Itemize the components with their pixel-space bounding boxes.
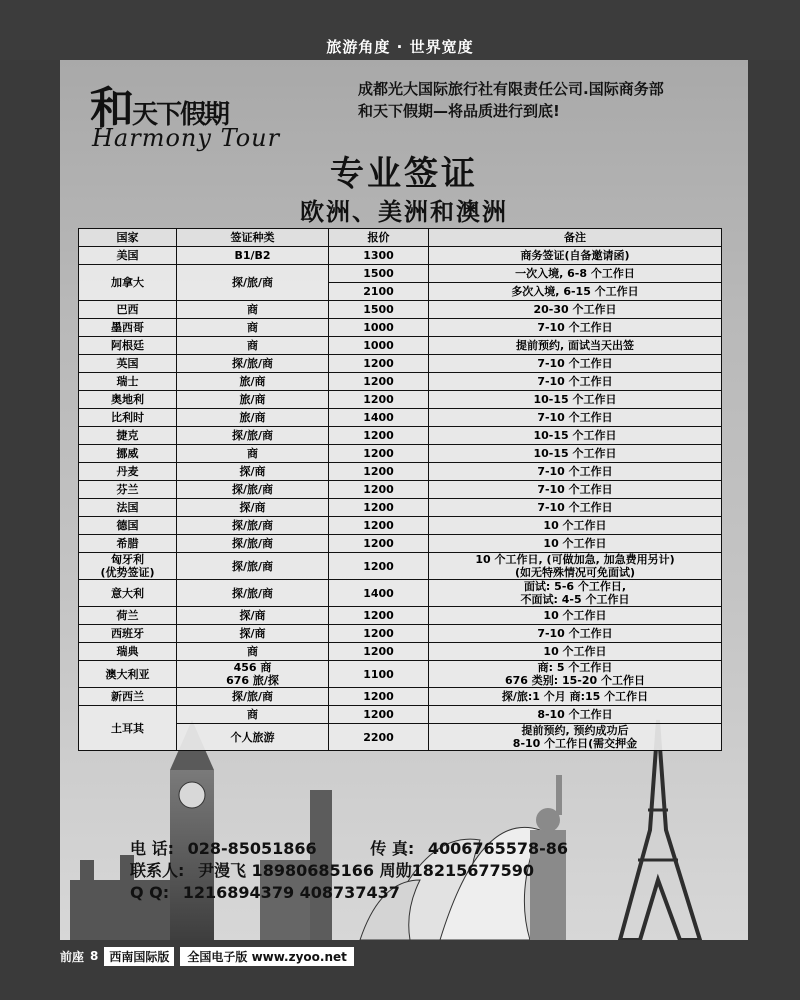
table-row bbox=[79, 706, 722, 724]
table-row bbox=[79, 643, 722, 661]
page-subtitle: 欧洲、美洲和澳洲 bbox=[300, 198, 508, 226]
table-row bbox=[79, 265, 722, 283]
table-row bbox=[79, 517, 722, 535]
cell-visa-type: 旅/商 bbox=[177, 409, 329, 427]
cell-visa-type: 探/旅/商 bbox=[177, 481, 329, 499]
cell-visa-type: 商 bbox=[177, 706, 329, 724]
footer-site: 全国电子版 www.zyoo.net bbox=[180, 947, 354, 966]
cell-note: 提前预约, 预约成功后 8-10 个工作日(需交押金 bbox=[429, 724, 722, 751]
cell-visa-type: B1/B2 bbox=[177, 247, 329, 265]
phone-label: 电 话: bbox=[130, 839, 174, 858]
cell-note: 10 个工作日 bbox=[429, 607, 722, 625]
table-row bbox=[79, 373, 722, 391]
table-row bbox=[79, 319, 722, 337]
cell-country: 荷兰 bbox=[79, 607, 177, 625]
cell-note: 7-10 个工作日 bbox=[429, 319, 722, 337]
cell-price: 1100 bbox=[329, 661, 429, 688]
phone-number: 028-85051866 bbox=[187, 839, 317, 858]
cell-price: 1200 bbox=[329, 391, 429, 409]
person-label: 联系人: bbox=[130, 861, 185, 880]
contact-qq-row bbox=[130, 882, 730, 904]
cell-country: 墨西哥 bbox=[79, 319, 177, 337]
cell-price: 1200 bbox=[329, 373, 429, 391]
table-row bbox=[79, 463, 722, 481]
cell-visa-type: 商 bbox=[177, 337, 329, 355]
cell-visa-type: 456 商 676 旅/探 bbox=[177, 661, 329, 688]
cell-visa-type: 探/旅/商 bbox=[177, 688, 329, 706]
cell-price: 1500 bbox=[329, 301, 429, 319]
table-row bbox=[79, 625, 722, 643]
cell-country: 土耳其 bbox=[79, 706, 177, 751]
table-row bbox=[79, 661, 722, 688]
table-row bbox=[79, 535, 722, 553]
cell-price: 1200 bbox=[329, 481, 429, 499]
cell-visa-type: 探/商 bbox=[177, 463, 329, 481]
cell-visa-type: 探/旅/商 bbox=[177, 580, 329, 607]
cell-price: 1200 bbox=[329, 517, 429, 535]
table-row bbox=[79, 247, 722, 265]
cell-price: 1200 bbox=[329, 535, 429, 553]
cell-country: 芬兰 bbox=[79, 481, 177, 499]
cell-price: 1300 bbox=[329, 247, 429, 265]
cell-price: 2100 bbox=[329, 283, 429, 301]
cell-price: 1000 bbox=[329, 319, 429, 337]
table-row bbox=[79, 553, 722, 580]
cell-visa-type: 个人旅游 bbox=[177, 724, 329, 751]
cell-note: 商务签证(自备邀请函) bbox=[429, 247, 722, 265]
cell-country: 捷克 bbox=[79, 427, 177, 445]
cell-note: 10 个工作日 bbox=[429, 535, 722, 553]
table-row bbox=[79, 355, 722, 373]
cell-note: 7-10 个工作日 bbox=[429, 355, 722, 373]
cell-country: 西班牙 bbox=[79, 625, 177, 643]
cell-note: 8-10 个工作日 bbox=[429, 706, 722, 724]
cell-visa-type: 探/旅/商 bbox=[177, 517, 329, 535]
cell-price: 1200 bbox=[329, 625, 429, 643]
cell-note: 7-10 个工作日 bbox=[429, 499, 722, 517]
cell-price: 1000 bbox=[329, 337, 429, 355]
cell-note: 7-10 个工作日 bbox=[429, 409, 722, 427]
col-note: 备注 bbox=[429, 229, 722, 247]
logo-english: Harmony Tour bbox=[92, 124, 281, 152]
cell-country: 意大利 bbox=[79, 580, 177, 607]
cell-price: 1200 bbox=[329, 706, 429, 724]
cell-price: 1200 bbox=[329, 445, 429, 463]
cell-visa-type: 商 bbox=[177, 643, 329, 661]
cell-note: 面试: 5-6 个工作日, 不面试: 4-5 个工作日 bbox=[429, 580, 722, 607]
cell-visa-type: 探/商 bbox=[177, 625, 329, 643]
cell-country: 巴西 bbox=[79, 301, 177, 319]
contact-person-row bbox=[130, 860, 730, 882]
table-row bbox=[79, 301, 722, 319]
cell-note: 10-15 个工作日 bbox=[429, 427, 722, 445]
logo-chinese: 和天下假期 bbox=[90, 83, 229, 134]
col-visa-type: 签证种类 bbox=[177, 229, 329, 247]
top-banner bbox=[0, 0, 800, 60]
cell-visa-type: 探/商 bbox=[177, 607, 329, 625]
cell-country: 美国 bbox=[79, 247, 177, 265]
cell-country: 阿根廷 bbox=[79, 337, 177, 355]
advert-panel bbox=[60, 60, 748, 940]
cell-country: 德国 bbox=[79, 517, 177, 535]
cell-country: 挪威 bbox=[79, 445, 177, 463]
cell-note: 7-10 个工作日 bbox=[429, 625, 722, 643]
col-country: 国家 bbox=[79, 229, 177, 247]
cell-price: 2200 bbox=[329, 724, 429, 751]
cell-price: 1400 bbox=[329, 580, 429, 607]
cell-note: 提前预约, 面试当天出签 bbox=[429, 337, 722, 355]
table-row bbox=[79, 481, 722, 499]
table-row bbox=[79, 499, 722, 517]
cell-price: 1200 bbox=[329, 643, 429, 661]
footer-edition: 西南国际版 bbox=[104, 947, 174, 966]
table-row bbox=[79, 427, 722, 445]
cell-note: 7-10 个工作日 bbox=[429, 463, 722, 481]
cell-price: 1200 bbox=[329, 427, 429, 445]
header-slogan: 旅游角度 · 世界宽度 bbox=[326, 38, 474, 56]
cell-note: 10-15 个工作日 bbox=[429, 391, 722, 409]
cell-country: 丹麦 bbox=[79, 463, 177, 481]
table-row bbox=[79, 607, 722, 625]
table-row bbox=[79, 337, 722, 355]
cell-note: 7-10 个工作日 bbox=[429, 373, 722, 391]
cell-country: 奥地利 bbox=[79, 391, 177, 409]
cell-visa-type: 探/旅/商 bbox=[177, 553, 329, 580]
harmony-tour-logo bbox=[90, 72, 290, 152]
company-name: 成都光大国际旅行社有限责任公司.国际商务部 bbox=[358, 80, 664, 98]
footer bbox=[60, 946, 354, 966]
cell-country: 瑞士 bbox=[79, 373, 177, 391]
contact-block bbox=[130, 838, 730, 904]
visa-price-table bbox=[78, 228, 722, 751]
cell-visa-type: 探/商 bbox=[177, 499, 329, 517]
cell-country: 加拿大 bbox=[79, 265, 177, 301]
cell-visa-type: 商 bbox=[177, 445, 329, 463]
qq-value: 1216894379 408737437 bbox=[182, 883, 400, 902]
table-row bbox=[79, 580, 722, 607]
cell-note: 7-10 个工作日 bbox=[429, 481, 722, 499]
cell-note: 商: 5 个工作日 676 类别: 15-20 个工作日 bbox=[429, 661, 722, 688]
cell-country: 希腊 bbox=[79, 535, 177, 553]
cell-note: 10 个工作日 bbox=[429, 517, 722, 535]
contact-phone-fax bbox=[130, 838, 730, 860]
cell-note: 20-30 个工作日 bbox=[429, 301, 722, 319]
cell-country: 新西兰 bbox=[79, 688, 177, 706]
cell-note: 10 个工作日, (可做加急, 加急费用另计) (如无特殊情况可免面试) bbox=[429, 553, 722, 580]
cell-country: 法国 bbox=[79, 499, 177, 517]
cell-visa-type: 旅/商 bbox=[177, 391, 329, 409]
table-row bbox=[79, 409, 722, 427]
cell-country: 瑞典 bbox=[79, 643, 177, 661]
col-price: 报价 bbox=[329, 229, 429, 247]
cell-price: 1400 bbox=[329, 409, 429, 427]
cell-price: 1200 bbox=[329, 355, 429, 373]
cell-country: 澳大利亚 bbox=[79, 661, 177, 688]
cell-visa-type: 探/旅/商 bbox=[177, 535, 329, 553]
cell-price: 1200 bbox=[329, 463, 429, 481]
fax-number: 4006765578-86 bbox=[427, 839, 569, 858]
cell-price: 1200 bbox=[329, 553, 429, 580]
cell-note: 探/旅:1 个月 商:15 个工作日 bbox=[429, 688, 722, 706]
cell-visa-type: 旅/商 bbox=[177, 373, 329, 391]
footer-page-number: 8 bbox=[90, 949, 99, 963]
cell-visa-type: 商 bbox=[177, 301, 329, 319]
cell-country: 匈牙利 (优势签证) bbox=[79, 553, 177, 580]
company-slogan: 和天下假期—将品质进行到底! bbox=[358, 102, 560, 120]
cell-visa-type: 探/旅/商 bbox=[177, 265, 329, 301]
fax-label: 传 真: bbox=[370, 839, 415, 858]
table-body bbox=[79, 247, 722, 751]
table-header-row bbox=[79, 229, 722, 247]
table-row bbox=[79, 391, 722, 409]
cell-visa-type: 探/旅/商 bbox=[177, 355, 329, 373]
cell-price: 1200 bbox=[329, 688, 429, 706]
cell-note: 一次入境, 6-8 个工作日 bbox=[429, 265, 722, 283]
person-value: 尹漫飞 18980685166 周勋18215677590 bbox=[197, 861, 535, 880]
cell-visa-type: 商 bbox=[177, 319, 329, 337]
page-title: 专业签证 bbox=[330, 154, 478, 194]
company-block bbox=[358, 78, 738, 122]
cell-price: 1200 bbox=[329, 499, 429, 517]
table-row bbox=[79, 445, 722, 463]
table-row bbox=[79, 688, 722, 706]
cell-country: 比利时 bbox=[79, 409, 177, 427]
cell-country: 英国 bbox=[79, 355, 177, 373]
cell-note: 多次入境, 6-15 个工作日 bbox=[429, 283, 722, 301]
cell-price: 1500 bbox=[329, 265, 429, 283]
qq-label: Q Q: bbox=[130, 883, 170, 902]
cell-note: 10 个工作日 bbox=[429, 643, 722, 661]
cell-price: 1200 bbox=[329, 607, 429, 625]
cell-note: 10-15 个工作日 bbox=[429, 445, 722, 463]
footer-page-label: 前座 bbox=[60, 949, 85, 964]
cell-visa-type: 探/旅/商 bbox=[177, 427, 329, 445]
